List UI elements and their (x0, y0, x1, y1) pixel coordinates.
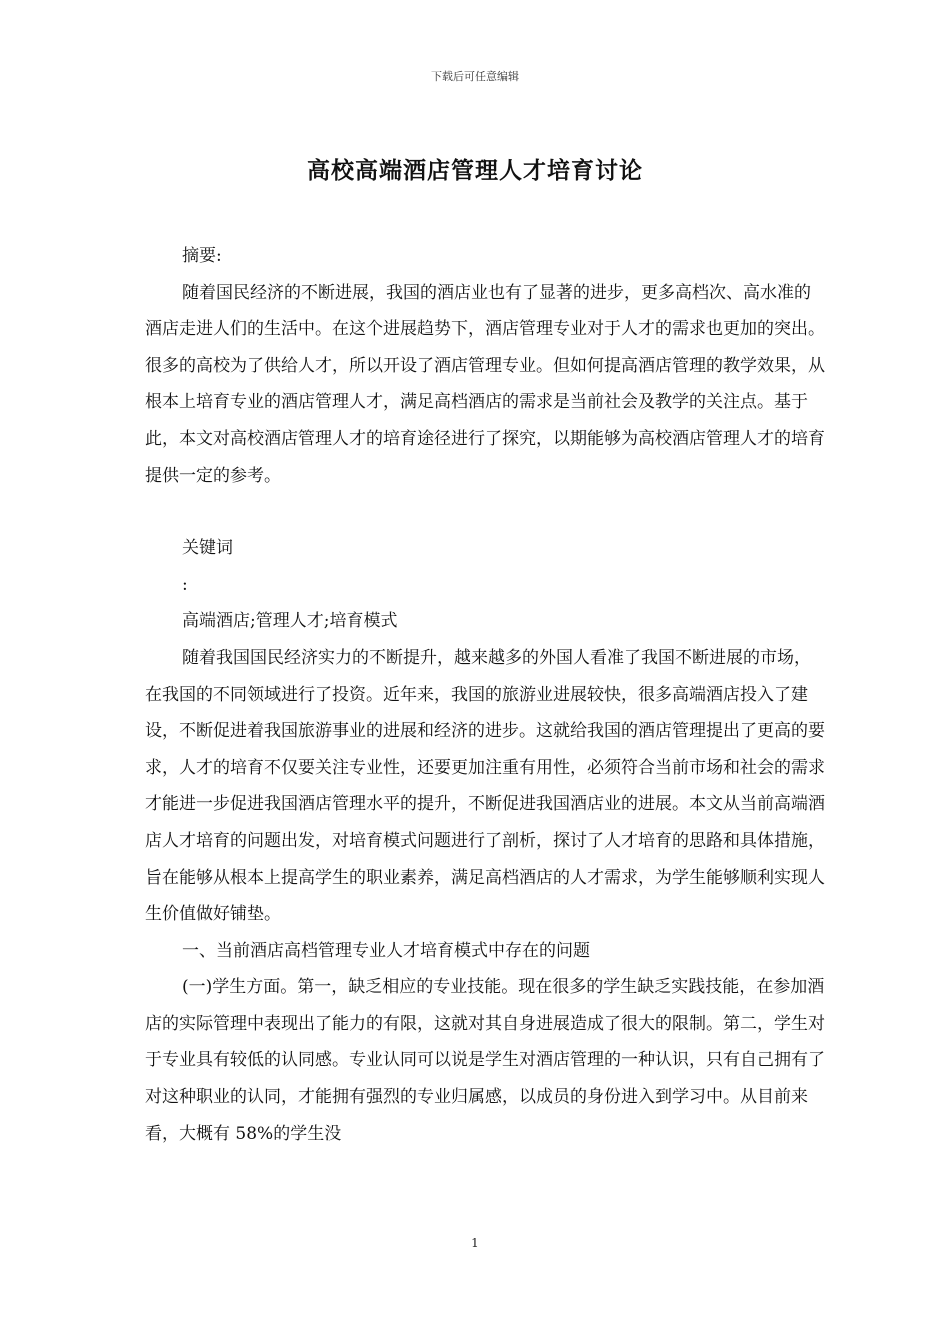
intro-paragraph: 随着我国国民经济实力的不断提升，越来越多的外国人看准了我国不断进展的市场，在我国的不同领域进行了投资。近年来，我国的旅游业进展较快，很多高端酒店投入了建设，不断促进着我国旅游事业的进展和经济的进步。这就给我国的酒店管理提出了更高的要求，人才的培育不仅要关注专业性，还要更加注重有用性，必须符合当前市场和社会的需求才能进一步促进我国酒店管理水平的提升，不断促进我国酒店业的进展。本文从当前高端酒店人才培育的问题出发，对培育模式问题进行了剖析，探讨了人才培育的思路和具体措施，旨在能够从根本上提高学生的职业素养，满足高档酒店的人才需求，为学生能够顺利实现人生价值做好铺垫。 (145, 647, 825, 925)
abstract-label: 摘要: (182, 246, 222, 266)
section-paragraph: (一)学生方面。第一，缺乏相应的专业技能。现在很多的学生缺乏实践技能，在参加酒店的实际管理中表现出了能力的有限，这就对其自身进展造成了很大的限制。第二，学生对于专业具有较低的认同感。专业认同可以说是学生对酒店管理的一种认识，只有自己拥有了对这种职业的认同，才能拥有强烈的专业归属感，以成员的身份进入到学习中。从目前来看，大概有 58%的学生没 (145, 977, 825, 1144)
section-heading: 一、当前酒店高档管理专业人才培育模式中存在的问题 (182, 940, 590, 961)
page-header: 下载后可任意编辑 (431, 70, 519, 83)
paragraph-gap (145, 494, 825, 530)
page-number: 1 (471, 1236, 479, 1250)
keywords-label: 关键词 (182, 538, 233, 559)
keywords-text: 高端酒店;管理人才;培育模式 (182, 611, 398, 632)
document-title: 高校高端酒店管理人才培育讨论 (307, 157, 643, 184)
keywords-colon: : (182, 574, 188, 595)
abstract-text: 随着国民经济的不断进展，我国的酒店业也有了显著的进步，更多高档次、高水准的酒店走进人们的生活中。在这个进展趋势下，酒店管理专业对于人才的需求也更加的突出。很多的高校为了供给人才，所以开设了酒店管理专业。但如何提高酒店管理的教学效果，从根本上培育专业的酒店管理人才，满足高档酒店的需求是当前社会及教学的关注点。基于此，本文对高校酒店管理人才的培育途径进行了探究，以期能够为高校酒店管理人才的培育提供一定的参考。 (145, 282, 825, 486)
document-body (145, 238, 825, 1152)
